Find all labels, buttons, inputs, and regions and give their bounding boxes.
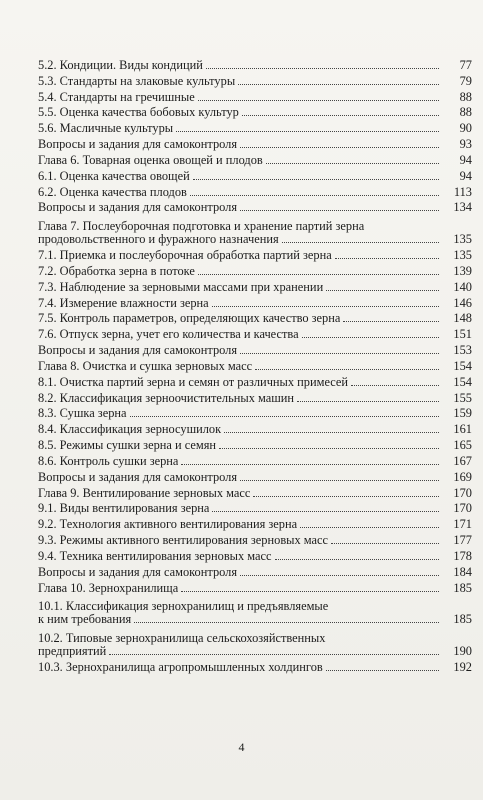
toc-entry-line2: [38, 645, 442, 658]
toc-entry: [38, 88, 474, 104]
toc-entry-title-wrap: [38, 423, 442, 436]
leader-dots: [212, 510, 439, 512]
toc-entry: [38, 484, 474, 500]
toc-entry-page: 94: [459, 152, 472, 167]
leader-dots: [190, 194, 439, 196]
toc-entry: [38, 325, 474, 341]
toc-entry-title-wrap: [38, 376, 442, 389]
toc-entry: [38, 294, 474, 310]
toc-entry-title: 7.6. Отпуск зерна, учет его количества и качества: [38, 328, 299, 342]
toc-entry-page: 135: [453, 232, 472, 247]
leader-dots: [255, 368, 439, 370]
toc-entry-title: 5.6. Масличные культуры: [38, 122, 174, 136]
toc-entry: [38, 183, 474, 199]
toc-entry: [38, 468, 474, 484]
toc-entry: [38, 199, 474, 215]
toc-entry-title: 10.1. Классификация зернохранилищ и предъявляемые: [38, 600, 329, 614]
leader-dots: [198, 99, 439, 101]
leader-dots: [109, 653, 439, 655]
toc-entry-title-wrap: [38, 455, 442, 468]
toc-entry-title: 7.3. Наблюдение за зерновыми массами при хранении: [38, 280, 324, 294]
toc-entry-page: 167: [453, 453, 472, 468]
toc-entry-title-wrap: [38, 344, 442, 357]
toc-entry-title: 10.2. Типовые зернохранилища сельскохозяйственных: [38, 632, 326, 646]
toc-entry-title-wrap: [38, 600, 442, 626]
leader-dots: [253, 495, 439, 497]
toc-entry-line2: [38, 613, 442, 626]
toc-entry-title-wrap: [38, 661, 442, 674]
leader-dots: [181, 590, 439, 592]
toc-entry-title: 9.4. Техника вентилирования зерновых масс: [38, 550, 272, 563]
toc-entry-title-wrap: [38, 265, 442, 278]
toc-entry-title-wrap: [38, 518, 442, 531]
leader-dots: [275, 558, 439, 560]
toc-entry-title: 6.2. Оценка качества плодов: [38, 185, 187, 199]
toc-entry: [38, 341, 474, 357]
toc-entry-title-wrap: [38, 312, 442, 325]
toc-entry: [38, 310, 474, 326]
leader-dots: [130, 415, 439, 417]
toc-entry: [38, 357, 474, 373]
toc-entry-title: Глава 7. Послеуборочная подготовка и хранение партий зерна: [38, 220, 365, 234]
toc-entry-title: 10.3. Зернохранилища агропромышленных холдингов: [38, 660, 323, 674]
toc-entry: [38, 405, 474, 421]
toc-entry-title-wrap: [38, 550, 442, 563]
toc-entry-title: Глава 6. Товарная оценка овощей и плодов: [38, 153, 263, 167]
toc-entry-title-wrap: [38, 249, 442, 262]
toc-entry-title-wrap: [38, 566, 442, 579]
toc-entry-page: 140: [453, 279, 472, 294]
toc-entry-title-wrap: [38, 407, 442, 420]
leader-dots: [224, 431, 439, 433]
toc-entry-page: 153: [453, 343, 472, 358]
toc-entry-page: 169: [453, 469, 472, 484]
toc-entry-title-wrap: [38, 632, 442, 658]
leader-dots: [343, 320, 439, 322]
toc-entry-page: 178: [453, 549, 472, 563]
toc-entry-title-wrap: [38, 170, 442, 183]
toc-entry: [38, 72, 474, 88]
toc-entry-page: 154: [453, 358, 472, 373]
toc-entry-title: 8.6. Контроль сушки зерна: [38, 454, 179, 468]
toc-entry-page: 146: [453, 295, 472, 310]
leader-dots: [198, 273, 439, 275]
leader-dots: [266, 162, 439, 164]
leader-dots: [326, 669, 439, 671]
toc-entry-title-wrap: [38, 186, 442, 199]
toc-entry-line2: [38, 233, 442, 246]
toc-entry: [38, 214, 474, 246]
toc-entry-title-wrap: [38, 281, 442, 294]
toc-entry-title-wrap: [38, 439, 442, 452]
toc-entry: [38, 547, 474, 563]
leader-dots: [302, 336, 439, 338]
toc-entry-title: 8.5. Режимы сушки зерна и семян: [38, 439, 217, 453]
leader-dots: [240, 146, 439, 148]
leader-dots: [134, 621, 439, 623]
toc-entry-title-wrap: [38, 502, 442, 515]
leader-dots: [240, 479, 439, 481]
leader-dots: [219, 447, 439, 449]
leader-dots: [181, 463, 439, 465]
toc-entry: [38, 420, 474, 436]
toc-entry-page: 171: [453, 517, 472, 532]
toc-entry-page: 88: [459, 89, 472, 104]
leader-dots: [351, 384, 439, 386]
leader-dots: [240, 574, 439, 576]
toc-entry-title: Вопросы и задания для самоконтроля: [38, 344, 238, 358]
toc-entry-title: Вопросы и задания для самоконтроля: [38, 201, 238, 215]
toc-entry-title-wrap: [38, 392, 442, 405]
toc-entry-title: 8.3. Сушка зерна: [38, 407, 127, 421]
toc-entry-title-continued: продовольственного и фуражного назначения: [38, 233, 279, 247]
leader-dots: [193, 178, 439, 180]
toc-entry: [38, 167, 474, 183]
toc-entry-page: 165: [453, 438, 472, 453]
leader-dots: [335, 257, 439, 259]
toc-entry-title-wrap: [38, 471, 442, 484]
toc-entry-title: 9.3. Режимы активного вентилирования зерновых масс: [38, 534, 329, 548]
toc-entry-title-wrap: [38, 59, 442, 72]
table-of-contents: [38, 56, 474, 674]
toc-entry-title: 7.1. Приемка и послеуборочная обработка партий зерна: [38, 248, 332, 262]
toc-entry-title-wrap: [38, 582, 442, 595]
leader-dots: [176, 130, 439, 132]
toc-entry-title: 8.2. Классификация зерноочистительных машин: [38, 391, 295, 405]
toc-entry-page: 88: [459, 105, 472, 120]
toc-entry-title: 5.4. Стандарты на гречишные: [38, 90, 195, 104]
toc-entry-title: Глава 9. Вентилирование зерновых масс: [38, 486, 251, 500]
toc-entry: [38, 389, 474, 405]
toc-entry-title-wrap: [38, 328, 442, 341]
toc-entry-title-wrap: [38, 138, 442, 151]
toc-entry: [38, 626, 474, 658]
leader-dots: [282, 241, 439, 243]
toc-entry-title-wrap: [38, 487, 442, 500]
toc-entry-title: 6.1. Оценка качества овощей: [38, 169, 190, 183]
toc-entry-page: 148: [453, 311, 472, 326]
toc-entry-page: 185: [453, 612, 472, 627]
toc-entry-page: 151: [453, 327, 472, 342]
leader-dots: [242, 114, 439, 116]
toc-entry: [38, 452, 474, 468]
toc-entry: [38, 246, 474, 262]
toc-entry: [38, 119, 474, 135]
toc-entry: [38, 151, 474, 167]
toc-entry-title-wrap: [38, 220, 442, 246]
toc-entry-page: 155: [453, 390, 472, 405]
leader-dots: [238, 83, 439, 85]
toc-entry-page: 161: [453, 422, 472, 437]
toc-entry-title: 5.2. Кондиции. Виды кондиций: [38, 58, 203, 72]
toc-entry-title: 7.4. Измерение влажности зерна: [38, 296, 209, 310]
toc-entry: [38, 658, 474, 674]
toc-entry-page: 192: [453, 659, 472, 674]
toc-entry: [38, 579, 474, 595]
toc-entry: [38, 56, 474, 72]
toc-entry-title: 8.1. Очистка партий зерна и семян от различных примесей: [38, 375, 349, 389]
toc-entry-page: 184: [453, 564, 472, 579]
toc-entry-title-wrap: [38, 106, 442, 119]
toc-entry-title-wrap: [38, 201, 442, 214]
toc-entry-page: 170: [453, 485, 472, 500]
toc-entry-page: 135: [453, 247, 472, 262]
leader-dots: [212, 305, 439, 307]
toc-entry-title-wrap: [38, 122, 442, 135]
toc-entry-page: 170: [453, 501, 472, 516]
toc-entry-title: 5.5. Оценка качества бобовых культур: [38, 106, 239, 120]
leader-dots: [326, 289, 439, 291]
toc-entry-title: 8.4. Классификация зерносушилок: [38, 423, 222, 437]
toc-entry-title-wrap: [38, 360, 442, 373]
toc-entry-page: 94: [459, 168, 472, 183]
toc-entry-page: 190: [453, 644, 472, 659]
toc-entry-page: 185: [453, 580, 472, 595]
toc-entry: [38, 500, 474, 516]
leader-dots: [297, 400, 439, 402]
toc-entry-title: 5.3. Стандарты на злаковые культуры: [38, 74, 236, 88]
toc-entry: [38, 262, 474, 278]
toc-entry-title: Вопросы и задания для самоконтроля: [38, 138, 238, 152]
toc-entry-title-wrap: [38, 75, 442, 88]
leader-dots: [240, 352, 439, 354]
toc-entry-page: 93: [459, 137, 472, 152]
toc-entry-title: Вопросы и задания для самоконтроля: [38, 565, 238, 579]
toc-entry-page: 177: [453, 533, 472, 548]
leader-dots: [240, 209, 439, 211]
toc-entry: [38, 278, 474, 294]
toc-entry-page: 90: [459, 121, 472, 136]
toc-entry-title: Глава 10. Зернохранилища: [38, 581, 179, 595]
toc-entry-title-wrap: [38, 154, 442, 167]
toc-entry-title: 7.5. Контроль параметров, определяющих качество зерна: [38, 312, 341, 326]
toc-entry-title: 9.2. Технология активного вентилирования зерна: [38, 518, 298, 532]
toc-entry-title: 9.1. Виды вентилирования зерна: [38, 502, 210, 516]
toc-entry-page: 159: [453, 406, 472, 421]
toc-entry: [38, 595, 474, 627]
toc-entry: [38, 531, 474, 547]
toc-entry-title-wrap: [38, 297, 442, 310]
toc-entry-title-continued: предприятий: [38, 645, 107, 659]
toc-entry-page: 139: [453, 263, 472, 278]
leader-dots: [300, 526, 439, 528]
toc-entry-page: 154: [453, 374, 472, 389]
page-number: 4: [238, 740, 245, 754]
toc-entry: [38, 436, 474, 452]
leader-dots: [331, 542, 439, 544]
toc-entry: [38, 515, 474, 531]
toc-entry-title-wrap: [38, 91, 442, 104]
toc-entry-title: 7.2. Обработка зерна в потоке: [38, 264, 195, 278]
toc-entry-page: 77: [459, 57, 472, 72]
leader-dots: [206, 67, 439, 69]
toc-entry: [38, 563, 474, 579]
toc-entry-title-continued: к ним требования: [38, 613, 132, 627]
toc-entry-title: Вопросы и задания для самоконтроля: [38, 470, 238, 484]
toc-entry-page: 134: [453, 200, 472, 215]
toc-entry-page: 113: [453, 184, 472, 199]
toc-entry-page: 79: [459, 73, 472, 88]
toc-entry: [38, 373, 474, 389]
toc-entry-title-wrap: [38, 534, 442, 547]
toc-entry: [38, 135, 474, 151]
toc-entry-title: Глава 8. Очистка и сушка зерновых масс: [38, 359, 253, 373]
toc-entry: [38, 104, 474, 120]
